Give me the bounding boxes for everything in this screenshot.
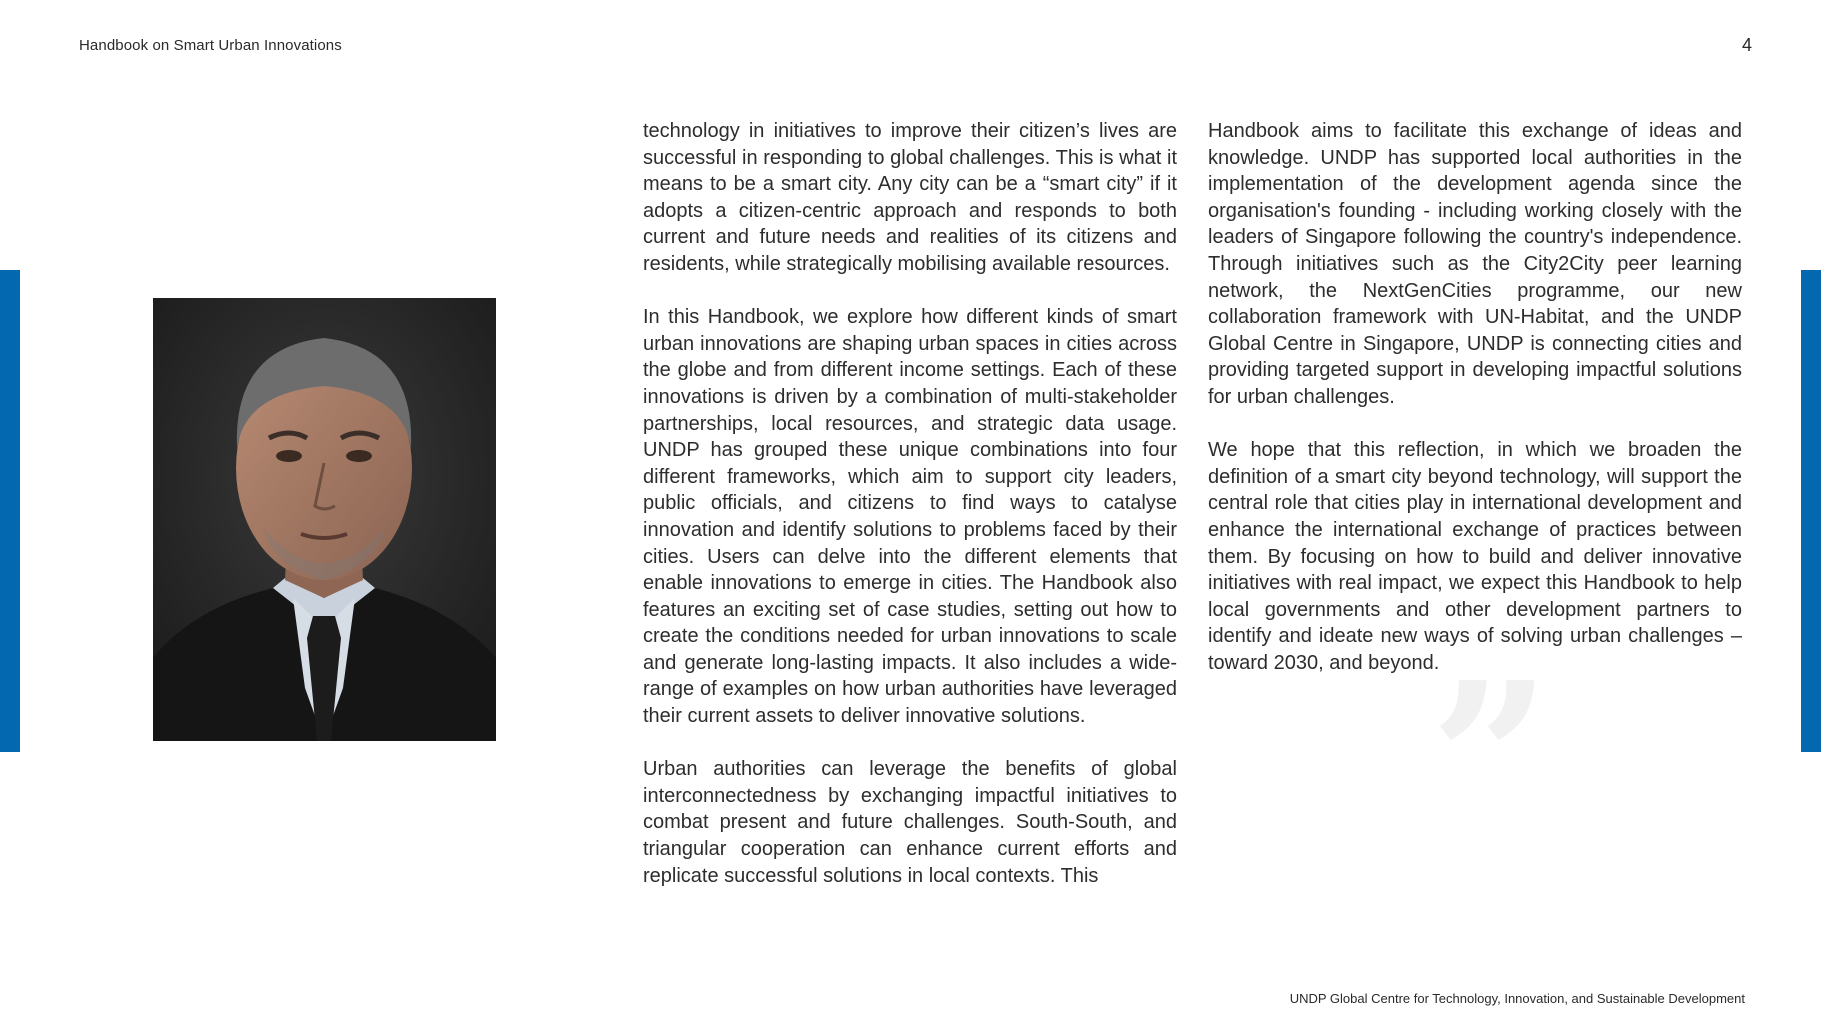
paragraph: Urban authorities can leverage the benefits of global interconnectedness by exchanging impactful initiatives to combat present and future challenges. South-South, and triangular cooperation can enhance current efforts and replicate successful solutions in local contexts. This [643, 758, 1177, 887]
paragraph: Handbook aims to facilitate this exchange of ideas and knowledge. UNDP has supported local authorities in the implementation of the development agenda since the organisation's founding - including working closely with the leaders of Singapore following the country's independence. Through initiatives such as the City2City peer learning network, the NextGenCities programme, our new collaboration framework with UN-Habitat, and the UNDP Global Centre in Singapore, UNDP is connecting cities and providing targeted support in developing impactful solutions for urban challenges. [1208, 120, 1742, 408]
page-number: 4 [1741, 35, 1752, 55]
portrait-icon [153, 298, 496, 741]
paragraph: We hope that this reflection, in which we broaden the definition of a smart city beyond technology, will support the central role that cities play in international development and enhance the international exchange of practices between them. By focusing on how to build and deliver innovative initiatives with real impact, we expect this Handbook to help local governments and other development partners to identify and ideate new ways of solving urban challenges – toward 2030, and beyond. [1208, 439, 1742, 674]
paragraph: technology in initiatives to improve their citizen’s lives are successful in responding to global challenges. This is what it means to be a smart city. Any city can be a “smart city” if it adopts a citizen-centric approach and responds to both current and future needs and realities of its citizens and residents, while strategically mobilising available resources. [643, 120, 1177, 275]
body-column-right [1208, 118, 1742, 703]
paragraph: In this Handbook, we explore how different kinds of smart urban innovations are shaping urban spaces in cities across the globe and from different income settings. Each of these innovations is driven by a combination of multi-stakeholder partnerships, local resources, and strategic data usage. UNDP has grouped these unique combinations into four different frameworks, which aim to support city leaders, public officials, and citizens to find ways to catalyse innovation and identify solutions to problems faced by their cities. Users can delve into the different elements that enable innovations to emerge in cities. The Handbook also features an exciting set of case studies, setting out how to create the conditions needed for urban innovations to scale and generate long-lasting impacts. It also includes a wide-range of examples on how urban authorities have leveraged their current assets to deliver innovative solutions. [643, 306, 1177, 728]
footer-text: UNDP Global Centre for Technology, Innovation, and Sustainable Development [1289, 991, 1745, 1006]
body-column-left [643, 118, 1177, 916]
closing-quote-icon: ” [1430, 636, 1551, 883]
portrait-photo [153, 298, 496, 741]
header-title: Handbook on Smart Urban Innovations [79, 37, 342, 54]
right-accent-bar [1801, 270, 1821, 752]
left-accent-bar [0, 270, 20, 752]
